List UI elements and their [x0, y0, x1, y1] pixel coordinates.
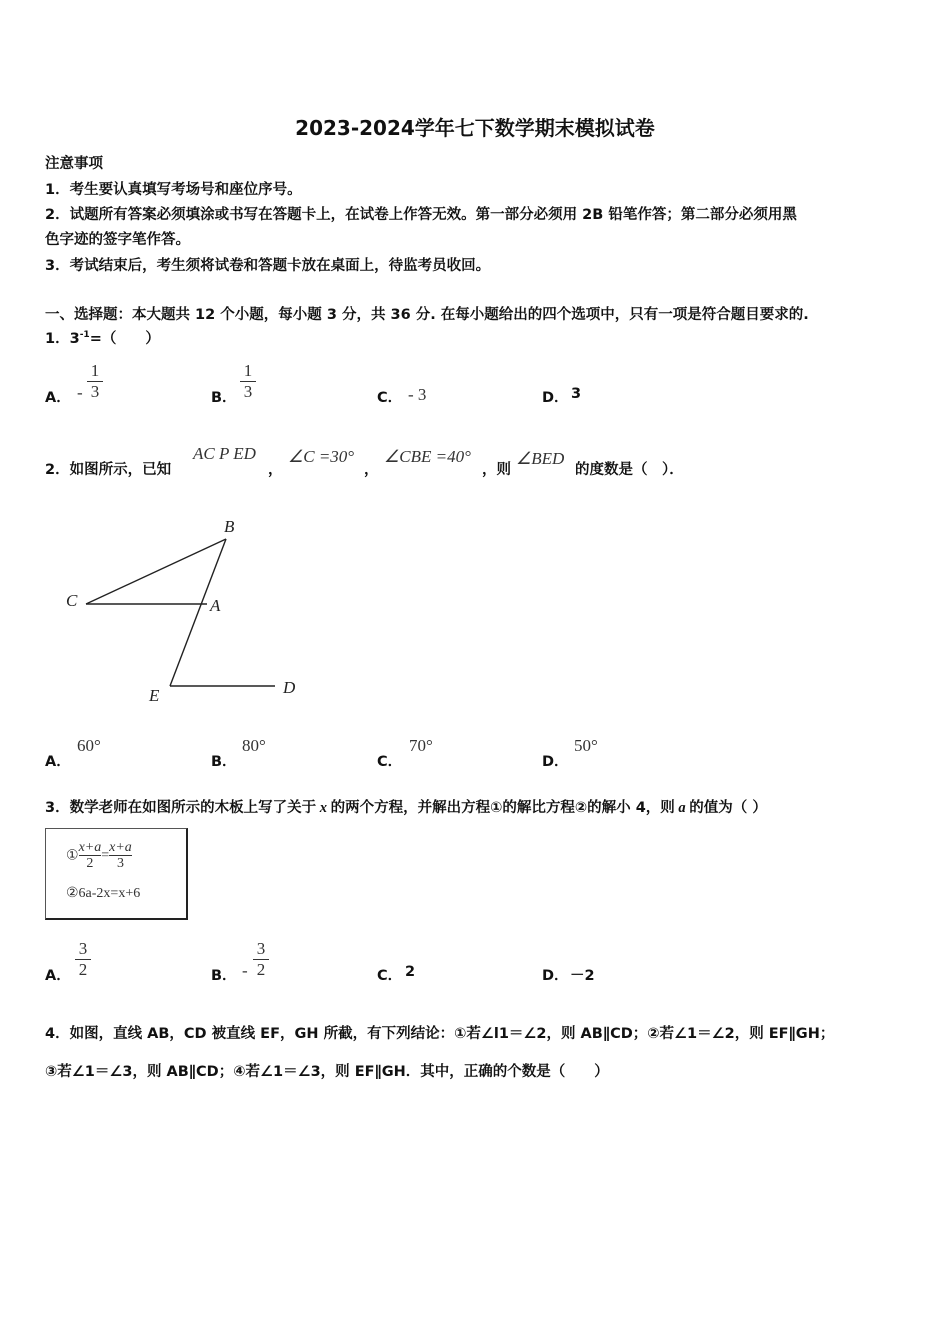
q3-text-a: 3．数学老师在如图所示的木板上写了关于: [45, 800, 317, 816]
notice-item-3: 3．考试结束后，考生须将试卷和答题卡放在桌面上，待监考员收回。: [45, 258, 491, 274]
q4-stem-line-2: ③若∠1＝∠3，则 AB∥CD；④若∠1＝∠3，则 EF∥GH．其中，正确的个数是（ ）: [45, 1064, 609, 1080]
q3-text-c: 的值为（ ）: [689, 800, 767, 816]
q1-suffix: =（ ）: [89, 331, 160, 347]
q1-option-b-label[interactable]: B．: [211, 390, 237, 406]
q2-expr-angle-bed: ∠BED: [516, 449, 565, 468]
q3-option-b-sign: -: [242, 961, 248, 980]
q2-mid: ，则: [482, 462, 511, 478]
q3-a-num: 3: [78, 939, 88, 958]
q1-b-num: 1: [243, 361, 253, 380]
q1-exponent: -1: [79, 330, 90, 341]
q1-b-den: 3: [243, 382, 253, 401]
q2-option-b-label[interactable]: B．: [211, 754, 237, 770]
q3-b-den: 2: [256, 960, 266, 979]
label-c: C: [66, 591, 78, 610]
q1-option-c-label[interactable]: C．: [377, 390, 403, 406]
label-e: E: [149, 686, 160, 705]
q3-eq1-equals: =: [101, 848, 110, 863]
label-b: B: [224, 517, 235, 536]
q1-option-c-value: - 3: [408, 385, 427, 404]
q2-option-a-value: 60°: [77, 736, 101, 755]
label-a: A: [210, 596, 221, 615]
notice-item-2-cont: 色字迹的签字笔作答。: [45, 232, 190, 248]
q3-eq1-left-fraction: [79, 841, 102, 871]
q3-option-c-value: 2: [405, 964, 416, 980]
q3-eq1-mark: ①: [66, 848, 79, 864]
q3-eq1-right-num: x+a: [109, 840, 132, 855]
notice-item-2: 2．试题所有答案必须填涂或书写在答题卡上，在试卷上作答无效。第一部分必须用 2B 铅笔作答；第二部分必须用黑: [45, 207, 797, 223]
q1-option-a-fraction: [87, 362, 103, 401]
q2-prefix: 2．如图所示，已知: [45, 462, 172, 478]
q1-option-d-label[interactable]: D．: [542, 390, 569, 406]
notice-item-1: 1．考生要认真填写考场号和座位序号。: [45, 182, 302, 198]
q3-eq1-left-den: 2: [86, 856, 94, 871]
q1-option-a-label[interactable]: A．: [45, 390, 71, 406]
q3-eq1-right-den: 3: [116, 856, 124, 871]
q2-sep-1: ，: [268, 462, 283, 478]
q3-option-b-label[interactable]: B．: [211, 968, 237, 984]
q1-stem: [45, 327, 160, 348]
q2-expr-angle-cbe: ∠CBE =40°: [384, 447, 471, 466]
q3-text-b: 的两个方程，并解出方程①的解比方程②的解小 4，则: [330, 800, 675, 816]
q2-option-d-label[interactable]: D．: [542, 754, 569, 770]
q3-stem: [45, 796, 767, 817]
q3-var-x: x: [319, 800, 327, 816]
q2-option-c-value: 70°: [409, 736, 433, 755]
page-title: 2023-2024学年七下数学期末模拟试卷: [295, 116, 655, 140]
q3-b-num: 3: [256, 939, 266, 958]
label-d: D: [283, 678, 296, 697]
q2-option-c-label[interactable]: C．: [377, 754, 403, 770]
q2-figure: [55, 505, 325, 715]
q3-option-c-label[interactable]: C．: [377, 968, 403, 984]
q2-expr-parallel: AC P ED: [193, 444, 256, 463]
q3-board: [45, 828, 188, 920]
q2-suffix: 的度数是（ ）．: [575, 462, 684, 478]
section-heading: 一、选择题：本大题共 12 个小题，每小题 3 分，共 36 分. 在每小题给出的四个选项中，只有一项是符合题目要求的.: [45, 307, 809, 323]
q2-expr-angle-c: ∠C =30°: [288, 447, 355, 466]
q3-option-b-fraction: [253, 940, 269, 979]
q3-board-equation-2: ②6a-2x=x+6: [66, 886, 141, 901]
q3-var-a: a: [678, 800, 686, 816]
notice-heading: 注意事项: [45, 156, 103, 172]
q2-option-a-label[interactable]: A．: [45, 754, 71, 770]
q1-a-den: 3: [90, 382, 100, 401]
q3-option-d-label[interactable]: D．: [542, 968, 569, 984]
q3-board-equation-1: [66, 841, 132, 871]
q3-eq1-left-num: x+a: [78, 840, 102, 855]
q1-a-num: 1: [90, 361, 100, 380]
q1-option-d-value: 3: [571, 386, 582, 402]
q3-eq1-right-fraction: [109, 841, 132, 871]
q3-a-den: 2: [78, 960, 88, 979]
q4-stem-line-1: 4．如图，直线 AB，CD 被直线 EF，GH 所截，有下列结论：①若∠l1＝∠2，则 AB∥CD；②若∠1＝∠2，则 EF∥GH；: [45, 1026, 835, 1042]
q3-option-a-fraction: [75, 940, 91, 979]
q3-option-a-label[interactable]: A．: [45, 968, 71, 984]
q1-prefix: 1．3: [45, 331, 80, 347]
q2-sep-2: ，: [364, 462, 379, 478]
q1-option-a-sign: -: [77, 383, 83, 402]
q3-option-d-value: －2: [570, 968, 595, 984]
q2-option-d-value: 50°: [574, 736, 598, 755]
q1-option-b-fraction: [240, 362, 256, 401]
q2-option-b-value: 80°: [242, 736, 266, 755]
